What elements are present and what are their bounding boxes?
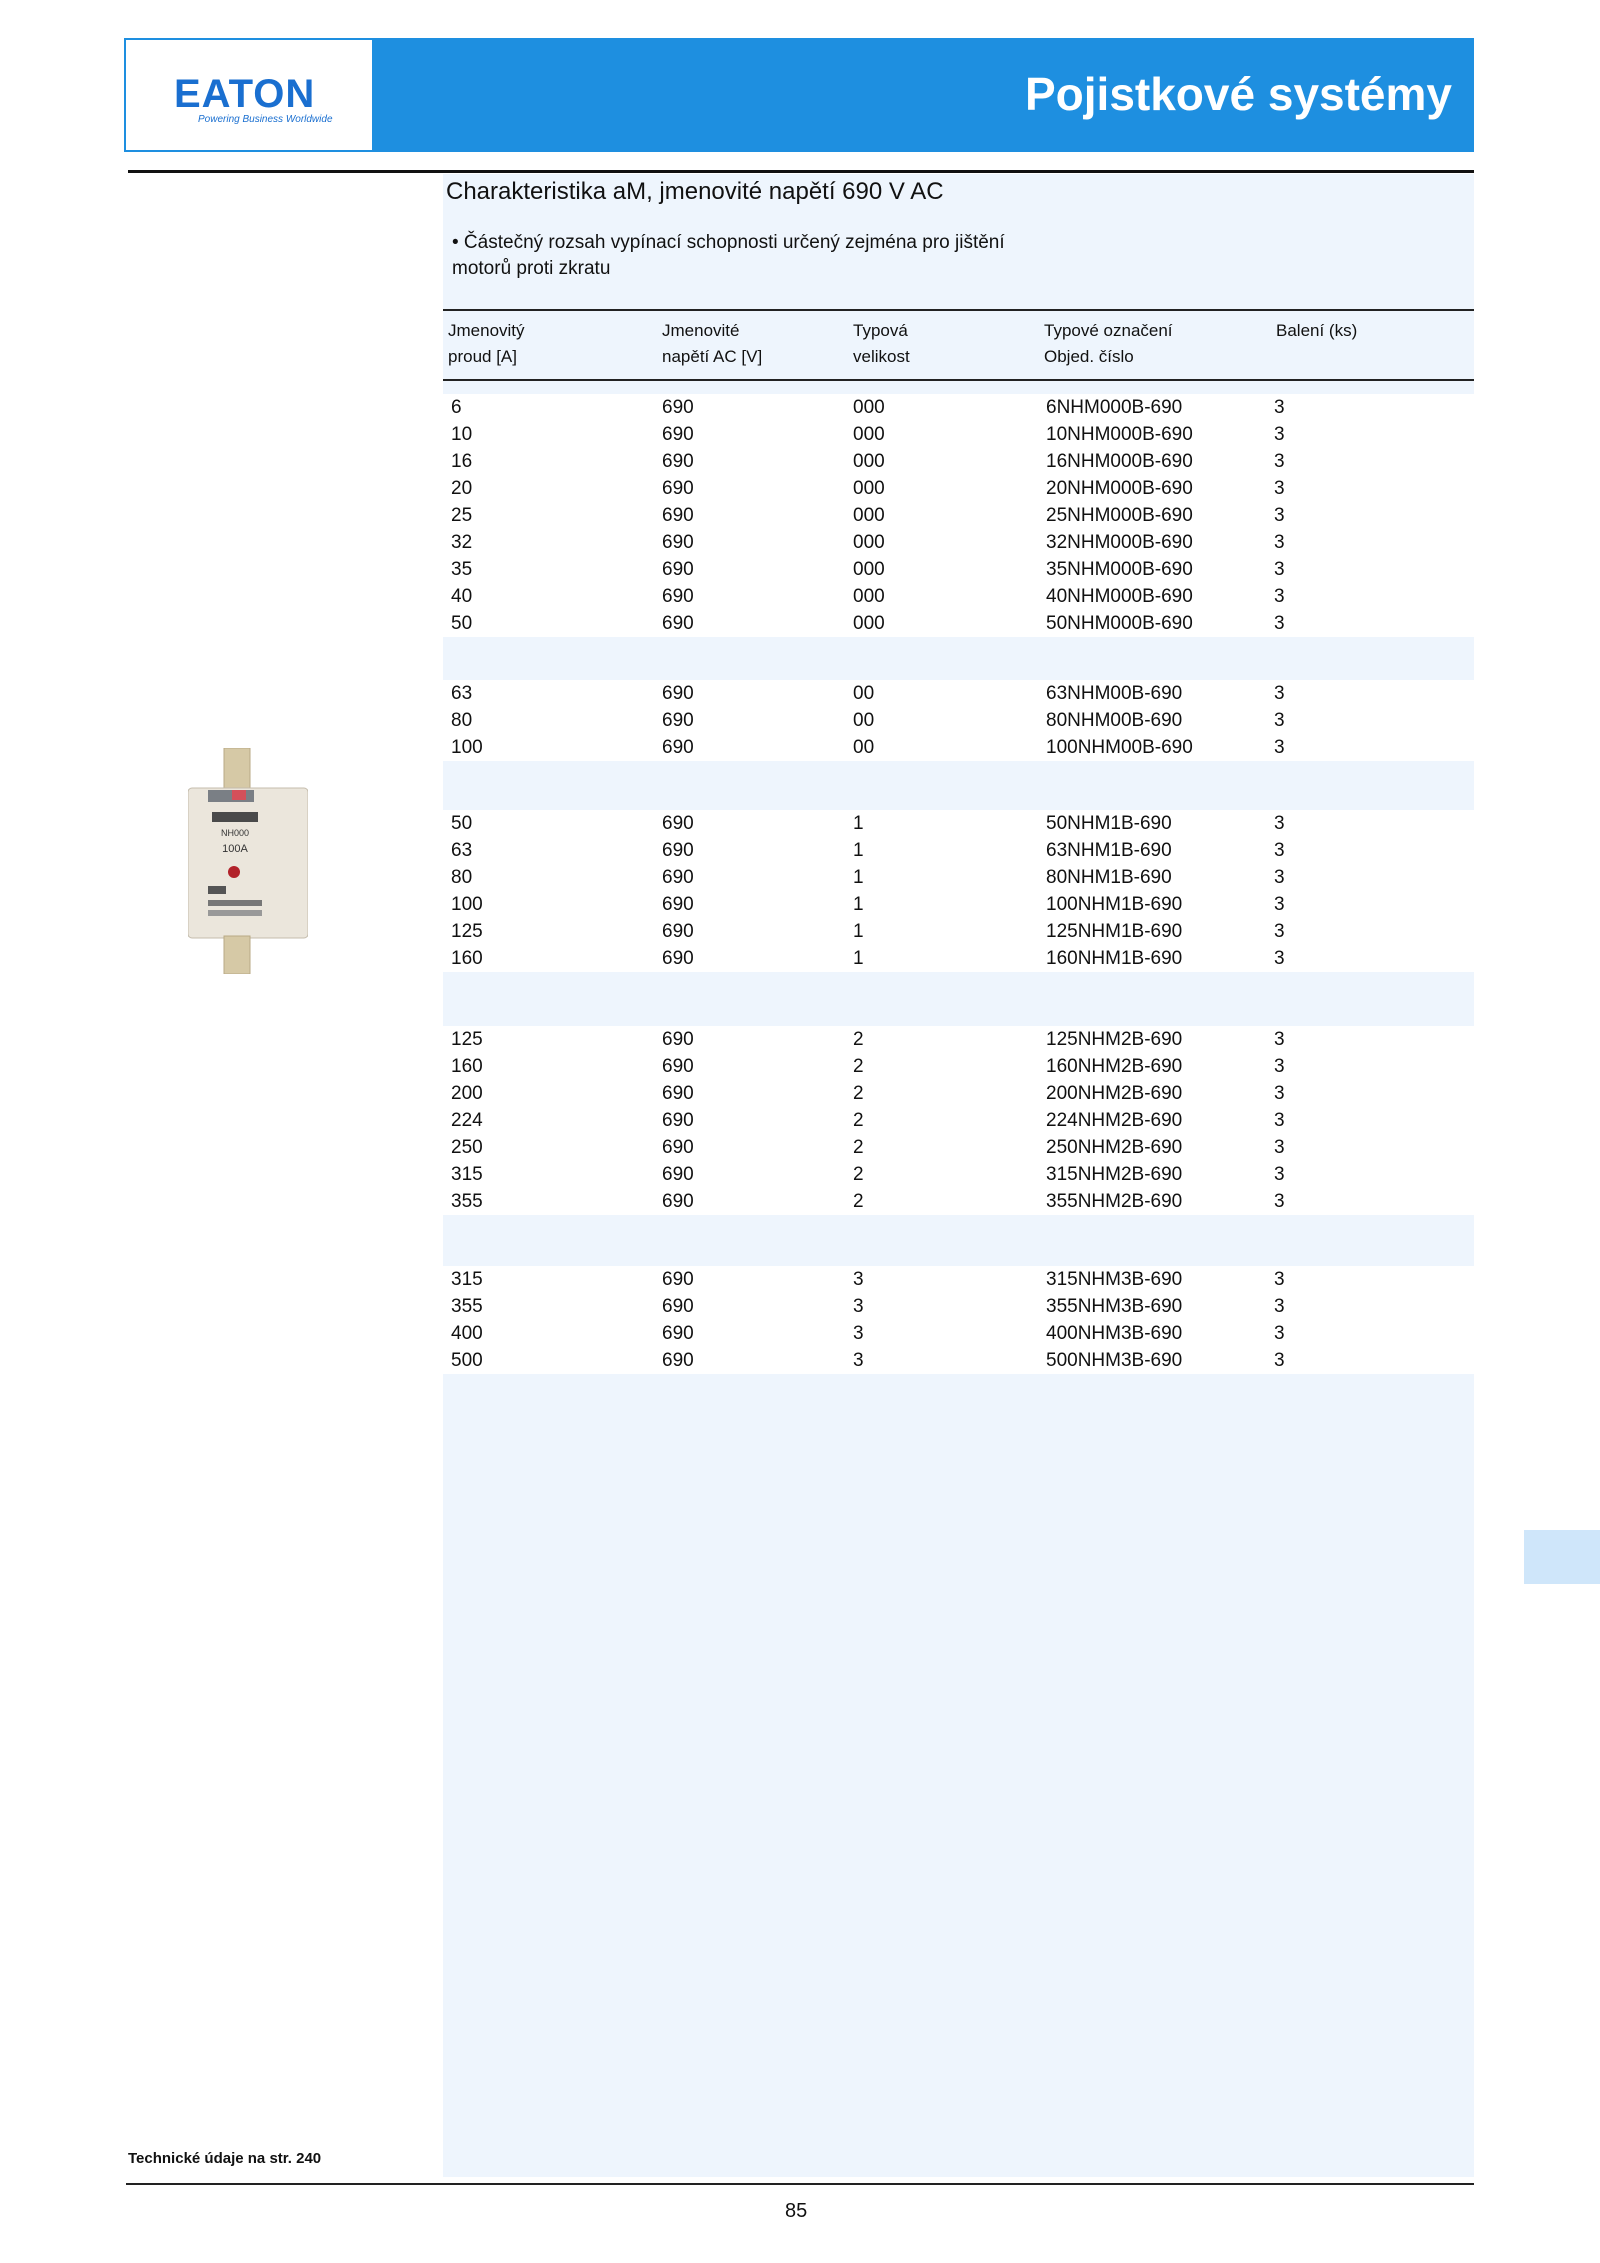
table-row [443,680,1474,707]
cell-size: 000 [853,397,885,418]
cell-current: 315 [451,1164,483,1185]
table-row [443,610,1474,637]
cell-size: 2 [853,1137,864,1158]
cell-order-code: 315NHM3B-690 [1046,1269,1183,1290]
svg-text:100A: 100A [222,843,248,855]
cell-voltage: 690 [662,424,694,445]
cell-size: 3 [853,1323,864,1344]
cell-package: 3 [1274,1110,1285,1131]
cell-voltage: 690 [662,1083,694,1104]
cell-voltage: 690 [662,1164,694,1185]
top-divider [128,170,1474,173]
cell-order-code: 500NHM3B-690 [1046,1350,1183,1371]
cell-order-code: 16NHM000B-690 [1046,451,1193,472]
table-row [443,734,1474,761]
cell-current: 80 [451,867,473,888]
cell-package: 3 [1274,1350,1285,1371]
cell-size: 1 [853,840,864,861]
cell-package: 3 [1274,451,1285,472]
table-row [443,837,1474,864]
cell-package: 3 [1274,921,1285,942]
cell-size: 2 [853,1164,864,1185]
cell-package: 3 [1274,505,1285,526]
fuse-product-image [188,748,308,974]
eaton-logo [126,40,372,150]
cell-size: 00 [853,683,875,704]
cell-voltage: 690 [662,505,694,526]
cell-current: 160 [451,948,483,969]
cell-voltage: 690 [662,1110,694,1131]
cell-size: 00 [853,710,875,731]
cell-current: 32 [451,532,473,553]
cell-voltage: 690 [662,451,694,472]
cell-order-code: 125NHM2B-690 [1046,1029,1183,1050]
logo-tagline: Powering Business Worldwide [198,114,333,125]
cell-voltage: 690 [662,867,694,888]
cell-order-code: 80NHM00B-690 [1046,710,1183,731]
cell-voltage: 690 [662,1350,694,1371]
cell-current: 200 [451,1083,483,1104]
cell-current: 355 [451,1296,483,1317]
cell-voltage: 690 [662,921,694,942]
cell-package: 3 [1274,586,1285,607]
cell-size: 1 [853,867,864,888]
table-row [443,1320,1474,1347]
cell-size: 000 [853,559,885,580]
cell-size: 000 [853,424,885,445]
cell-voltage: 690 [662,586,694,607]
cell-package: 3 [1274,613,1285,634]
cell-voltage: 690 [662,1191,694,1212]
table-group [443,1026,1474,1215]
table-header-rule-top [443,309,1474,311]
column-header-package: Balení (ks) [1276,321,1358,340]
table-row [443,891,1474,918]
cell-voltage: 690 [662,397,694,418]
column-header-size: Typová velikost [853,321,910,366]
cell-order-code: 80NHM1B-690 [1046,867,1172,888]
cell-package: 3 [1274,683,1285,704]
table-row [443,1188,1474,1215]
cell-package: 3 [1274,1191,1285,1212]
table-row [443,1266,1474,1293]
cell-order-code: 250NHM2B-690 [1046,1137,1183,1158]
cell-current: 250 [451,1137,483,1158]
table-row [443,1107,1474,1134]
cell-size: 00 [853,737,875,758]
table-row [443,502,1474,529]
column-header-current: Jmenovitý proud [A] [448,321,525,366]
cell-voltage: 690 [662,948,694,969]
column-header-order-code: Typové označení Objed. číslo [1044,321,1173,366]
page-title: Pojistkové systémy [1024,68,1452,120]
cell-size: 1 [853,921,864,942]
cell-size: 1 [853,894,864,915]
cell-current: 125 [451,1029,483,1050]
svg-text:NH000: NH000 [220,828,250,838]
table-row [443,529,1474,556]
cell-size: 2 [853,1191,864,1212]
table-row [443,583,1474,610]
cell-voltage: 690 [662,559,694,580]
cell-size: 2 [853,1029,864,1050]
cell-current: 10 [451,424,473,445]
cell-package: 3 [1274,867,1285,888]
cell-current: 224 [451,1110,483,1131]
cell-order-code: 10NHM000B-690 [1046,424,1193,445]
cell-voltage: 690 [662,840,694,861]
table-row [443,1293,1474,1320]
table-row [443,421,1474,448]
table-row [443,1134,1474,1161]
cell-size: 000 [853,613,885,634]
cell-package: 3 [1274,1137,1285,1158]
cell-package: 3 [1274,532,1285,553]
cell-order-code: 63NHM1B-690 [1046,840,1172,861]
cell-voltage: 690 [662,613,694,634]
page-number: 85 [785,2200,808,2222]
cell-order-code: 32NHM000B-690 [1046,532,1193,553]
cell-package: 3 [1274,1164,1285,1185]
cell-order-code: 50NHM1B-690 [1046,813,1172,834]
cell-current: 100 [451,894,483,915]
cell-order-code: 35NHM000B-690 [1046,559,1193,580]
cell-order-code: 224NHM2B-690 [1046,1110,1183,1131]
cell-size: 3 [853,1296,864,1317]
cell-current: 40 [451,586,473,607]
cell-voltage: 690 [662,532,694,553]
technical-data-note: Technické údaje na str. 240 [128,2150,322,2167]
cell-current: 63 [451,683,473,704]
cell-size: 000 [853,532,885,553]
cell-order-code: 40NHM000B-690 [1046,586,1193,607]
cell-current: 315 [451,1269,483,1290]
cell-order-code: 200NHM2B-690 [1046,1083,1183,1104]
cell-current: 100 [451,737,483,758]
table-row [443,1080,1474,1107]
cell-package: 3 [1274,1029,1285,1050]
cell-size: 1 [853,948,864,969]
section-side-tab [1524,1530,1600,1584]
cell-current: 400 [451,1323,483,1344]
cell-size: 3 [853,1350,864,1371]
cell-order-code: 160NHM2B-690 [1046,1056,1183,1077]
table-group [443,680,1474,761]
cell-voltage: 690 [662,894,694,915]
cell-order-code: 355NHM2B-690 [1046,1191,1183,1212]
table-row [443,707,1474,734]
cell-package: 3 [1274,894,1285,915]
cell-current: 50 [451,813,473,834]
cell-current: 35 [451,559,473,580]
table-row [443,1053,1474,1080]
cell-voltage: 690 [662,1269,694,1290]
cell-current: 16 [451,451,473,472]
cell-voltage: 690 [662,683,694,704]
cell-package: 3 [1274,397,1285,418]
cell-voltage: 690 [662,1323,694,1344]
cell-voltage: 690 [662,1056,694,1077]
cell-current: 80 [451,710,473,731]
cell-order-code: 20NHM000B-690 [1046,478,1193,499]
cell-order-code: 100NHM1B-690 [1046,894,1183,915]
cell-current: 25 [451,505,473,526]
cell-order-code: 100NHM00B-690 [1046,737,1193,758]
cell-size: 1 [853,813,864,834]
table-row [443,945,1474,972]
cell-order-code: 63NHM00B-690 [1046,683,1183,704]
cell-order-code: 400NHM3B-690 [1046,1323,1183,1344]
cell-package: 3 [1274,1083,1285,1104]
cell-package: 3 [1274,1056,1285,1077]
column-header-voltage: Jmenovité napětí AC [V] [662,321,763,366]
cell-current: 50 [451,613,473,634]
table-row [443,475,1474,502]
table-row [443,1347,1474,1374]
cell-voltage: 690 [662,813,694,834]
table-row [443,810,1474,837]
cell-order-code: 6NHM000B-690 [1046,397,1183,418]
cell-current: 125 [451,921,483,942]
cell-order-code: 125NHM1B-690 [1046,921,1183,942]
bottom-divider [126,2183,1474,2185]
table-row [443,1161,1474,1188]
logo-wordmark: EATON [174,72,316,116]
cell-size: 2 [853,1083,864,1104]
cell-package: 3 [1274,478,1285,499]
cell-size: 000 [853,505,885,526]
cell-package: 3 [1274,1296,1285,1317]
table-group [443,1266,1474,1374]
cell-voltage: 690 [662,737,694,758]
table-row [443,918,1474,945]
section-bullet: • Částečný rozsah vypínací schopnosti určený zejména pro jištění motorů proti zkratu [452,232,1005,279]
cell-package: 3 [1274,813,1285,834]
cell-current: 355 [451,1191,483,1212]
cell-size: 2 [853,1110,864,1131]
cell-current: 20 [451,478,473,499]
table-row [443,864,1474,891]
cell-package: 3 [1274,737,1285,758]
cell-voltage: 690 [662,478,694,499]
cell-order-code: 160NHM1B-690 [1046,948,1183,969]
cell-current: 63 [451,840,473,861]
cell-size: 000 [853,451,885,472]
cell-order-code: 315NHM2B-690 [1046,1164,1183,1185]
cell-current: 6 [451,397,462,418]
cell-current: 500 [451,1350,483,1371]
cell-current: 160 [451,1056,483,1077]
section-title: Charakteristika aM, jmenovité napětí 690 V AC [446,178,944,205]
table-header-rule-bottom [443,379,1474,381]
table-row [443,1026,1474,1053]
cell-size: 000 [853,586,885,607]
cell-voltage: 690 [662,1296,694,1317]
table-group [443,810,1474,972]
table-group [443,394,1474,637]
cell-package: 3 [1274,424,1285,445]
cell-voltage: 690 [662,1029,694,1050]
cell-order-code: 25NHM000B-690 [1046,505,1193,526]
cell-size: 3 [853,1269,864,1290]
cell-size: 2 [853,1056,864,1077]
table-row [443,556,1474,583]
table-row [443,448,1474,475]
table-row [443,394,1474,421]
cell-package: 3 [1274,559,1285,580]
cell-voltage: 690 [662,710,694,731]
cell-order-code: 355NHM3B-690 [1046,1296,1183,1317]
cell-voltage: 690 [662,1137,694,1158]
cell-order-code: 50NHM000B-690 [1046,613,1193,634]
cell-package: 3 [1274,1269,1285,1290]
cell-size: 000 [853,478,885,499]
cell-package: 3 [1274,840,1285,861]
cell-package: 3 [1274,1323,1285,1344]
cell-package: 3 [1274,948,1285,969]
cell-package: 3 [1274,710,1285,731]
